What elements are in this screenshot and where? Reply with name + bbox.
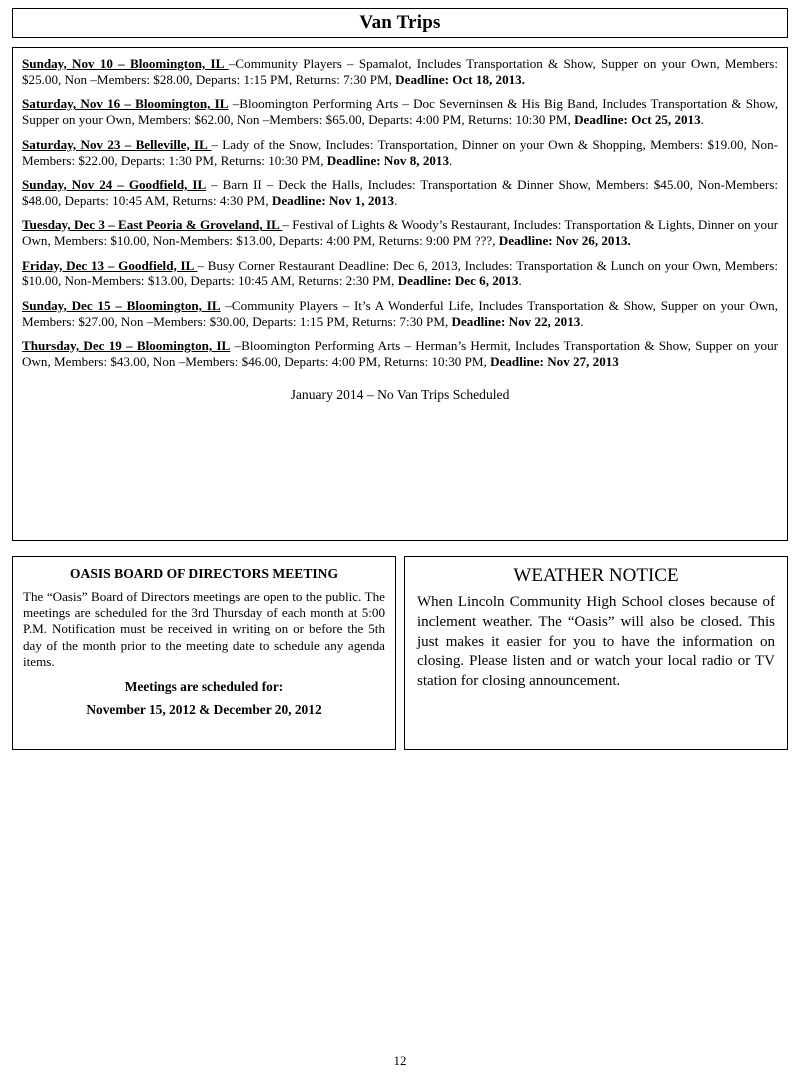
trip-details-tail: . bbox=[518, 273, 522, 289]
trip-deadline: Deadline: Oct 18, 2013. bbox=[395, 71, 526, 87]
trip-entry bbox=[22, 56, 778, 88]
trip-details: – Festival of Lights & Woody’s Restaurant, Includes: Transportation & Lights, Dinner on your Own, Members: $10.00, Non-Members: $13.00, Departs: 4:00 PM, Returns: 9:00 PM ???, bbox=[22, 217, 778, 249]
trip-details: –Bloomington Performing Arts – Doc Severninsen & His Big Band, Includes Transportation & Show, Supper on your Own, Members: $62.00, Non –Members: $65.00, Departs: 4:00 PM, Returns: 10:30 PM, bbox=[22, 96, 779, 128]
page-title-box bbox=[12, 8, 788, 38]
trip-heading: Sunday, Nov 24 – Goodfield, IL bbox=[22, 176, 207, 192]
trip-deadline: Deadline: Nov 27, 2013 bbox=[490, 354, 619, 370]
trip-details: –Community Players – It’s A Wonderful Life, Includes Transportation & Show, Supper on your Own, Members: $27.00, Non –Members: $30.00, Departs: 1:15 PM, Returns: 7:30 PM, bbox=[22, 297, 778, 329]
trip-entry bbox=[22, 298, 778, 330]
trip-deadline: Deadline: Oct 25, 2013 bbox=[574, 112, 701, 128]
trip-deadline: Deadline: Nov 22, 2013 bbox=[451, 313, 581, 329]
van-trips-footer-note: January 2014 – No Van Trips Scheduled bbox=[290, 387, 510, 402]
trip-details-tail: . bbox=[394, 192, 398, 208]
trip-details: – Lady of the Snow, Includes: Transportation, Dinner on your Own & Shopping, Members: $19.00, Non-Members: $22.00, Departs: 1:30 PM, Returns: 10:30 PM, bbox=[22, 136, 778, 168]
trip-details-tail: . bbox=[700, 112, 704, 128]
trip-heading: Thursday, Dec 19 – Bloomington, IL bbox=[22, 338, 231, 354]
trip-details: – Busy Corner Restaurant Deadline: Dec 6, 2013, Includes: Transportation & Lunch on your Own, Members: $10.00, Non-Members: $13.00, Departs: 10:45 AM, Returns: 2:30 PM, bbox=[22, 257, 779, 289]
trip-details: –Bloomington Performing Arts – Herman’s Hermit, Includes Transportation & Show, Supper on your Own, Members: $43.00, Non –Members: $46.00, Departs: 4:00 PM, Returns: 10:30 PM, bbox=[22, 338, 778, 370]
trip-heading: Friday, Dec 13 – Goodfield, IL bbox=[22, 257, 198, 273]
weather-notice-title: WEATHER NOTICE bbox=[513, 565, 679, 586]
weather-notice-body: When Lincoln Community High School closes because of inclement weather. The “Oasis” will also be closed. This just makes it easier for you to have the information on closing. Please listen and or watch your local radio or TV station for closing announcement. bbox=[417, 594, 775, 690]
board-meeting-title: OASIS BOARD OF DIRECTORS MEETING bbox=[69, 566, 339, 581]
trip-entry bbox=[22, 96, 778, 128]
trip-details: –Community Players – Spamalot, Includes Transportation & Show, Supper on your Own, Members: $25.00, Non –Members: $28.00, Departs: 1:15 PM, Returns: 7:30 PM, bbox=[22, 56, 779, 87]
board-meeting-body: The “Oasis” Board of Directors meetings are open to the public. The meetings are scheduled for the 3rd Thursday of each month at 5:00 P.M. Notification must be received in writing on or before the 5th day of the month prior to the meeting date to schedule any agenda items. bbox=[23, 589, 385, 669]
trip-details-tail: . bbox=[580, 313, 584, 329]
trip-deadline: Deadline: Dec 6, 2013 bbox=[397, 273, 519, 289]
trip-heading: Sunday, Dec 15 – Bloomington, IL bbox=[22, 297, 221, 313]
trip-deadline: Deadline: Nov 26, 2013. bbox=[498, 233, 631, 249]
trip-entry bbox=[22, 217, 778, 249]
trip-entry bbox=[22, 177, 778, 209]
board-meeting-section bbox=[12, 556, 396, 750]
board-meeting-schedule-dates: November 15, 2012 & December 20, 2012 bbox=[86, 702, 322, 718]
trip-details: – Barn II – Deck the Halls, Includes: Transportation & Dinner Show, Members: $45.00, Non-Members: $48.00, Departs: 10:45 AM, Returns: 4:30 PM, bbox=[22, 176, 778, 208]
trip-entry bbox=[22, 338, 778, 370]
trip-heading: Saturday, Nov 16 – Bloomington, IL bbox=[22, 96, 229, 112]
trip-entry bbox=[22, 137, 778, 169]
trip-heading: Sunday, Nov 10 – Bloomington, IL bbox=[22, 56, 229, 71]
trip-details-tail: . bbox=[449, 152, 453, 168]
trip-heading: Saturday, Nov 23 – Belleville, IL bbox=[22, 136, 212, 152]
weather-notice-section bbox=[404, 556, 788, 750]
board-meeting-schedule-label: Meetings are scheduled for: bbox=[124, 679, 284, 695]
page-number: 12 bbox=[393, 1053, 407, 1068]
van-trips-section bbox=[12, 47, 788, 541]
trip-deadline: Deadline: Nov 1, 2013 bbox=[271, 192, 395, 208]
page-title: Van Trips bbox=[359, 12, 441, 33]
trip-deadline: Deadline: Nov 8, 2013 bbox=[326, 152, 450, 168]
trip-entry bbox=[22, 258, 778, 290]
trip-heading: Tuesday, Dec 3 – East Peoria & Groveland, IL bbox=[22, 217, 283, 233]
